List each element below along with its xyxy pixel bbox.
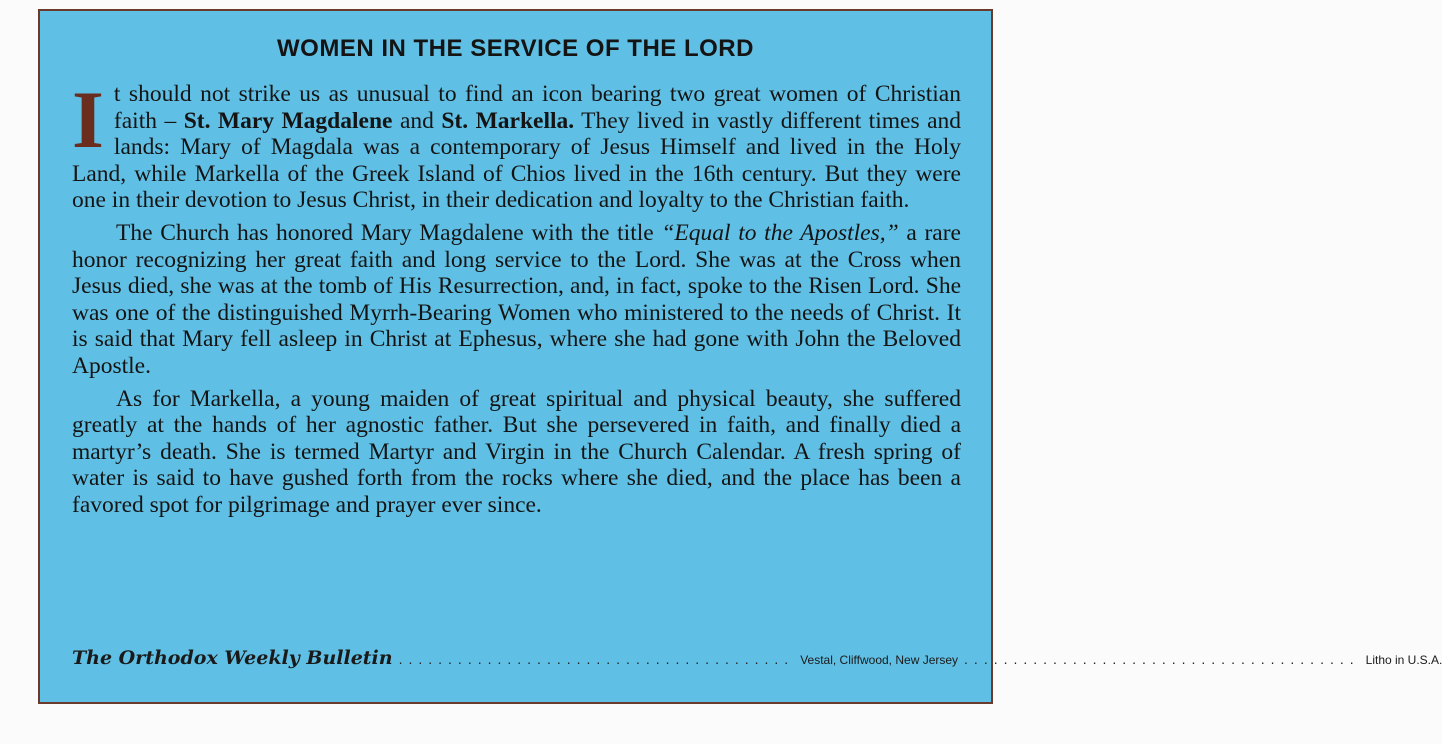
- title-quote: “Equal to the Apostles,”: [661, 219, 899, 246]
- saint-name-markella: St. Markella.: [441, 107, 575, 134]
- publication-name: The Orthodox Weekly Bulletin: [72, 647, 393, 669]
- saint-name-mary: St. Mary Magdalene: [183, 107, 393, 134]
- paragraph-2-text-b: a rare honor recognizing her great faith and long service to the Lord. She was at the Cross when Jesus died, she was at the tomb of His Resurrection, and, in fact, spoke to the Risen Lord. She was one of the distinguished Myrrh-Bearing Women who ministered to the needs of Christ. It is said that Mary fell asleep in Christ at Ephesus, where she had gone with John the Beloved Apostle.: [72, 219, 961, 379]
- paragraph-2-text-a: The Church has honored Mary Magdalene with the title: [116, 219, 662, 246]
- footer: [72, 647, 1442, 669]
- leader-dots-2: ........................................: [964, 651, 1360, 667]
- leader-dots: ........................................: [398, 651, 795, 667]
- paragraph-1-text-a: t should not strike us as unusual to find an icon bearing two great women of Christian faith –: [113, 81, 961, 134]
- page-title: WOMEN IN THE SERVICE OF THE LORD: [277, 35, 754, 62]
- paragraph-3-text: As for Markella, a young maiden of great spiritual and physical beauty, she suffered greatly at the hands of her agnostic father. But she persevered in faith, and finally died a martyr’s death. She is termed Martyr and Virgin in the Church Calendar. A fresh spring of water is said to have gushed forth from the rocks where she died, and the place has been a favored spot for pilgrimage and prayer ever since.: [72, 385, 961, 518]
- paragraph-3: [72, 386, 961, 519]
- paragraph-1-text-c: They lived in vastly different times and lands: Mary of Magdala was a contemporary of Jesus Himself and lived in the Holy Land, while Markella of the Greek Island of Chios lived in the 16th century. But they were one in their devotion to Jesus Christ, in their dedication and loyalty to the Christian faith.: [72, 107, 961, 214]
- bulletin-card: [38, 9, 1442, 704]
- paragraph-2: [72, 220, 961, 380]
- paragraph-1-text-b: and: [392, 107, 442, 134]
- drop-cap: I: [72, 74, 104, 165]
- litho-note: Litho in U.S.A.: [1365, 653, 1442, 667]
- publisher-location: Vestal, Cliffwood, New Jersey: [800, 653, 959, 667]
- paragraph-1: [72, 74, 961, 214]
- article-body: [72, 74, 961, 525]
